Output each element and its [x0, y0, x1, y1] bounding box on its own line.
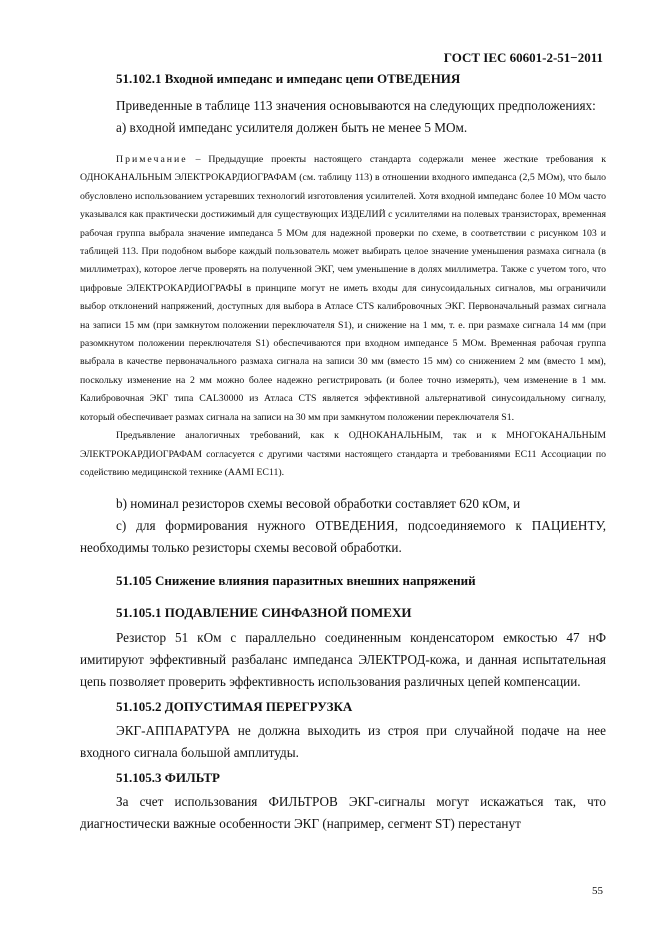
section-51-105-1-title: 51.105.1 ПОДАВЛЕНИЕ СИНФАЗНОЙ ПОМЕХИ [116, 605, 412, 621]
note-paragraph-2: Предъявление аналогичных требований, как к ОДНОКАНАЛЬНЫМ, так и к МНОГОКАНАЛЬНЫМ ЭЛЕКТРОКАРДИОГРАФАМ согласуется с другими частями настоящего стандарта и требованиями EC11 Ассоциации по содействию медицинской технике (AAMI EC11). [80, 430, 606, 478]
section-51-105-1-text: Резистор 51 кОм с параллельно соединенным конденсатором емкостью 47 нФ имитируют эффективный разбаланс импеданса ЭЛЕКТРОД-кожа, и данная испытательная цепь позволяет проверить эффективность использования различных цепей компенсации. [80, 630, 606, 690]
section-51-105-3-text: За счет использования ФИЛЬТРОВ ЭКГ-сигналы могут искажаться так, что диагностически важные особенности ЭКГ (например, сегмент ST) перестанут [80, 794, 606, 832]
document-body [80, 70, 606, 835]
page-number: 55 [592, 885, 603, 897]
section-51-105-2-title: 51.105.2 ДОПУСТИМАЯ ПЕРЕГРУЗКА [116, 699, 353, 715]
item-a: а) входной импеданс усилителя должен быть не менее 5 МОм. [116, 120, 468, 135]
section-51-105-3-title: 51.105.3 ФИЛЬТР [116, 770, 220, 786]
intro-paragraph: Приведенные в таблице 113 значения основываются на следующих предположениях: [116, 98, 596, 113]
item-c: с) для формирования нужного ОТВЕДЕНИЯ, подсоединяемого к ПАЦИЕНТУ, необходимы только резисторы схемы весовой обработки. [80, 518, 606, 556]
standard-header: ГОСТ IEC 60601-2-51−2011 [443, 50, 603, 65]
section-51-105-title: 51.105 Снижение влияния паразитных внешних напряжений [116, 573, 476, 589]
note-paragraph [80, 151, 606, 427]
note-text: – Предыдущие проекты настоящего стандарта содержали менее жесткие требования к ОДНОКАНАЛЬНЫМ ЭЛЕКТРОКАРДИОГРАФАМ (см. таблицу 113) в отношении входного импеданса (2,5 МОм), что было обусловлено использованием устаревших технологий изготовления усилителей. Хотя входной импеданс более 10 МОм часто указывался как практически достижимый для существующих ИЗДЕЛИЙ с усилителями на полевых транзисторах, временная рабочая группа выбрала значение импеданса 5 МОм для надежной проверки по схеме, в соответствии с рисунком 103 и таблицей 113. При подобном выборе каждый пользователь может выбирать целое значение уменьшения размаха сигнала (в миллиметрах), которое легче проверять на полученной ЭКГ, чем уменьшение в долях миллиметра. Также с учетом того, что цифровые ЭЛЕКТРОКАРДИОГРАФЫ в принципе могут не иметь входы для синусоидальных сигналов, мы ограничили выбор отклонений напряжений, доступных для выбора в Атласе CTS калибровочных ЭКГ. Первоначальный размах сигнала на записи 15 мм (при замкнутом положении переключателя S1), и снижение на 1 мм, т. е. при размахе сигнала 14 мм (при разомкнутом положении переключателя S1) обеспечиваются при входном импедансе 5 МОм. Временная рабочая группа выбрала в качестве первоначального размаха сигнала на записи 30 мм (вместо 15 мм) со снижением 2 мм (вместо 1 мм), поскольку изменение на 2 мм можно более надежно регистрировать (и более точно измерять), чем изменение в 1 мм. Калибровочная ЭКГ типа CAL30000 из Атласа CTS является эффективной альтернативой синусоидальному сигналу, который обеспечивает размах сигнала на записи на 30 мм при замкнутом положении переключателя S1. [80, 154, 606, 423]
section-51-102-1-title: 51.102.1 Входной импеданс и импеданс цепи ОТВЕДЕНИЯ [116, 71, 461, 86]
section-51-105-2-text: ЭКГ-АППАРАТУРА не должна выходить из строя при случайной подаче на нее входного сигнала большой амплитуды. [80, 723, 606, 761]
note-label: Примечание [116, 154, 188, 165]
item-b: b) номинал резисторов схемы весовой обработки составляет 620 кОм, и [116, 496, 521, 512]
